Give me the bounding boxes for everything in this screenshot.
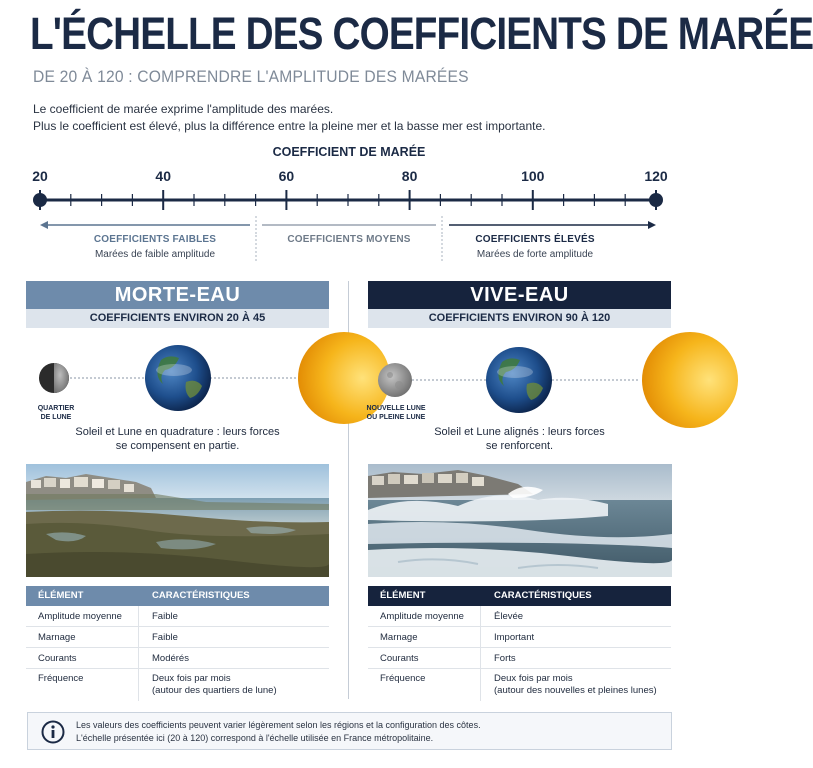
row-element: Courants: [380, 653, 419, 664]
tick-label: 20: [32, 168, 48, 184]
zone-weak-sub: Marées de faible amplitude: [94, 249, 216, 260]
row-value-line-2: (autour des nouvelles et pleines lunes): [494, 685, 657, 696]
vive-eau-panel: [368, 281, 671, 328]
earth-icon: [486, 347, 552, 413]
morte-eau-photo: [26, 464, 329, 577]
tick-label: 100: [521, 168, 545, 184]
row-value: [152, 673, 277, 697]
morte-eau-caption: [26, 425, 329, 453]
vive-eau-photo: [368, 464, 671, 577]
row-value: Faible: [152, 611, 178, 622]
row-value-line-1: Deux fois par mois: [152, 673, 231, 684]
table-row: [26, 627, 329, 648]
caption-line-1: Soleil et Lune en quadrature : leurs forces: [75, 426, 280, 438]
row-element: Amplitude moyenne: [38, 611, 122, 622]
intro-text: [33, 101, 546, 135]
page-title: L'ÉCHELLE DES COEFFICIENTS DE MARÉE: [30, 8, 813, 59]
weak-zone-arrowhead: [40, 221, 48, 229]
tick-label: 120: [644, 168, 668, 184]
row-element: Marnage: [38, 632, 76, 643]
row-value-line-1: Deux fois par mois: [494, 673, 573, 684]
row-value: Modérés: [152, 653, 189, 664]
moon-label-line-1: NOUVELLE LUNE: [366, 405, 426, 412]
zone-weak: [60, 234, 250, 260]
tick-label: 80: [401, 168, 418, 184]
table-row: [26, 648, 329, 669]
row-element: Fréquence: [380, 673, 426, 684]
high-tide-waves-image: [368, 464, 672, 577]
row-value: [494, 673, 657, 697]
row-element: Courants: [38, 653, 77, 664]
zone-medium: [254, 234, 444, 245]
table-row: [368, 669, 671, 701]
zone-high: [440, 234, 630, 260]
moon-label-line-1: QUARTIER: [37, 405, 75, 412]
vive-eau-range: COEFFICIENTS ENVIRON 90 À 120: [368, 309, 671, 328]
row-value: Important: [494, 632, 535, 643]
earth-clouds: [156, 364, 192, 376]
earth-icon: [145, 345, 211, 411]
table-header: [26, 586, 329, 606]
col-element: ÉLÉMENT: [380, 590, 426, 601]
col-characteristics: CARACTÉRISTIQUES: [152, 590, 250, 601]
row-element: Marnage: [380, 632, 418, 643]
sun-icon: [642, 332, 738, 428]
low-tide-beach-image: [26, 464, 329, 577]
table-row: [368, 627, 671, 648]
morte-eau-table: [26, 586, 329, 701]
info-icon: [41, 720, 65, 744]
scale-title: COEFFICIENT DE MARÉE: [272, 145, 426, 159]
zone-high-sub: Marées de forte amplitude: [476, 249, 594, 260]
zone-medium-heading: COEFFICIENTS MOYENS: [287, 234, 411, 245]
zone-high-heading: COEFFICIENTS ÉLEVÉS: [475, 234, 595, 245]
moon-label-line-2: DE LUNE: [40, 414, 72, 421]
page-subtitle: DE 20 À 120 : COMPRENDRE L'AMPLITUDE DES MARÉES: [33, 67, 469, 86]
full-moon-icon: [378, 363, 412, 397]
table-row: [368, 606, 671, 627]
table-row: [368, 648, 671, 669]
row-value: Faible: [152, 632, 178, 643]
moon-quarter-icon: [54, 363, 69, 393]
col-characteristics: CARACTÉRISTIQUES: [494, 590, 592, 601]
zone-weak-heading: COEFFICIENTS FAIBLES: [93, 234, 217, 245]
moon-label-line-2: OU PLEINE LUNE: [366, 414, 426, 421]
intro-line-2: Plus le coefficient est élevé, plus la différence entre la pleine mer et la basse mer est importante.: [33, 119, 546, 133]
info-note-line-1: Les valeurs des coefficients peuvent varier légèrement selon les régions et la configuration des côtes.: [76, 720, 481, 730]
coefficient-scale: [0, 160, 698, 235]
vive-eau-heading: VIVE-EAU: [368, 281, 671, 309]
row-element: Amplitude moyenne: [380, 611, 464, 622]
vive-eau-caption: [368, 425, 671, 453]
intro-line-1: Le coefficient de marée exprime l'amplitude des marées.: [33, 102, 334, 116]
info-note-text: [76, 719, 481, 745]
earth-clouds: [497, 366, 533, 378]
col-element: ÉLÉMENT: [38, 590, 84, 601]
scale-end-dot: [649, 193, 663, 207]
morte-eau-heading: MORTE-EAU: [26, 281, 329, 309]
morte-eau-panel: [26, 281, 329, 328]
caption-line-2: se renforcent.: [485, 440, 554, 452]
row-value: Élevée: [494, 611, 524, 622]
tick-label: 60: [278, 168, 295, 184]
row-value: Forts: [494, 653, 516, 664]
table-row: [26, 669, 329, 701]
table-row: [26, 606, 329, 627]
tick-label: 40: [155, 168, 171, 184]
info-note-line-2: L'échelle présentée ici (20 à 120) correspond à l'échelle utilisée en France métropolitaine.: [76, 733, 434, 743]
morte-eau-range: COEFFICIENTS ENVIRON 20 À 45: [26, 309, 329, 328]
high-zone-arrowhead: [648, 221, 656, 229]
vive-eau-table: [368, 586, 671, 701]
scale-start-dot: [33, 193, 47, 207]
morte-eau-moon-label: [26, 404, 86, 422]
info-note: [27, 712, 672, 750]
row-value-line-2: (autour des quartiers de lune): [152, 685, 277, 696]
table-header: [368, 586, 671, 606]
row-element: Fréquence: [38, 673, 84, 684]
caption-line-1: Soleil et Lune alignés : leurs forces: [434, 426, 605, 438]
caption-line-2: se compensent en partie.: [115, 440, 240, 452]
vive-eau-moon-label: [364, 404, 428, 422]
